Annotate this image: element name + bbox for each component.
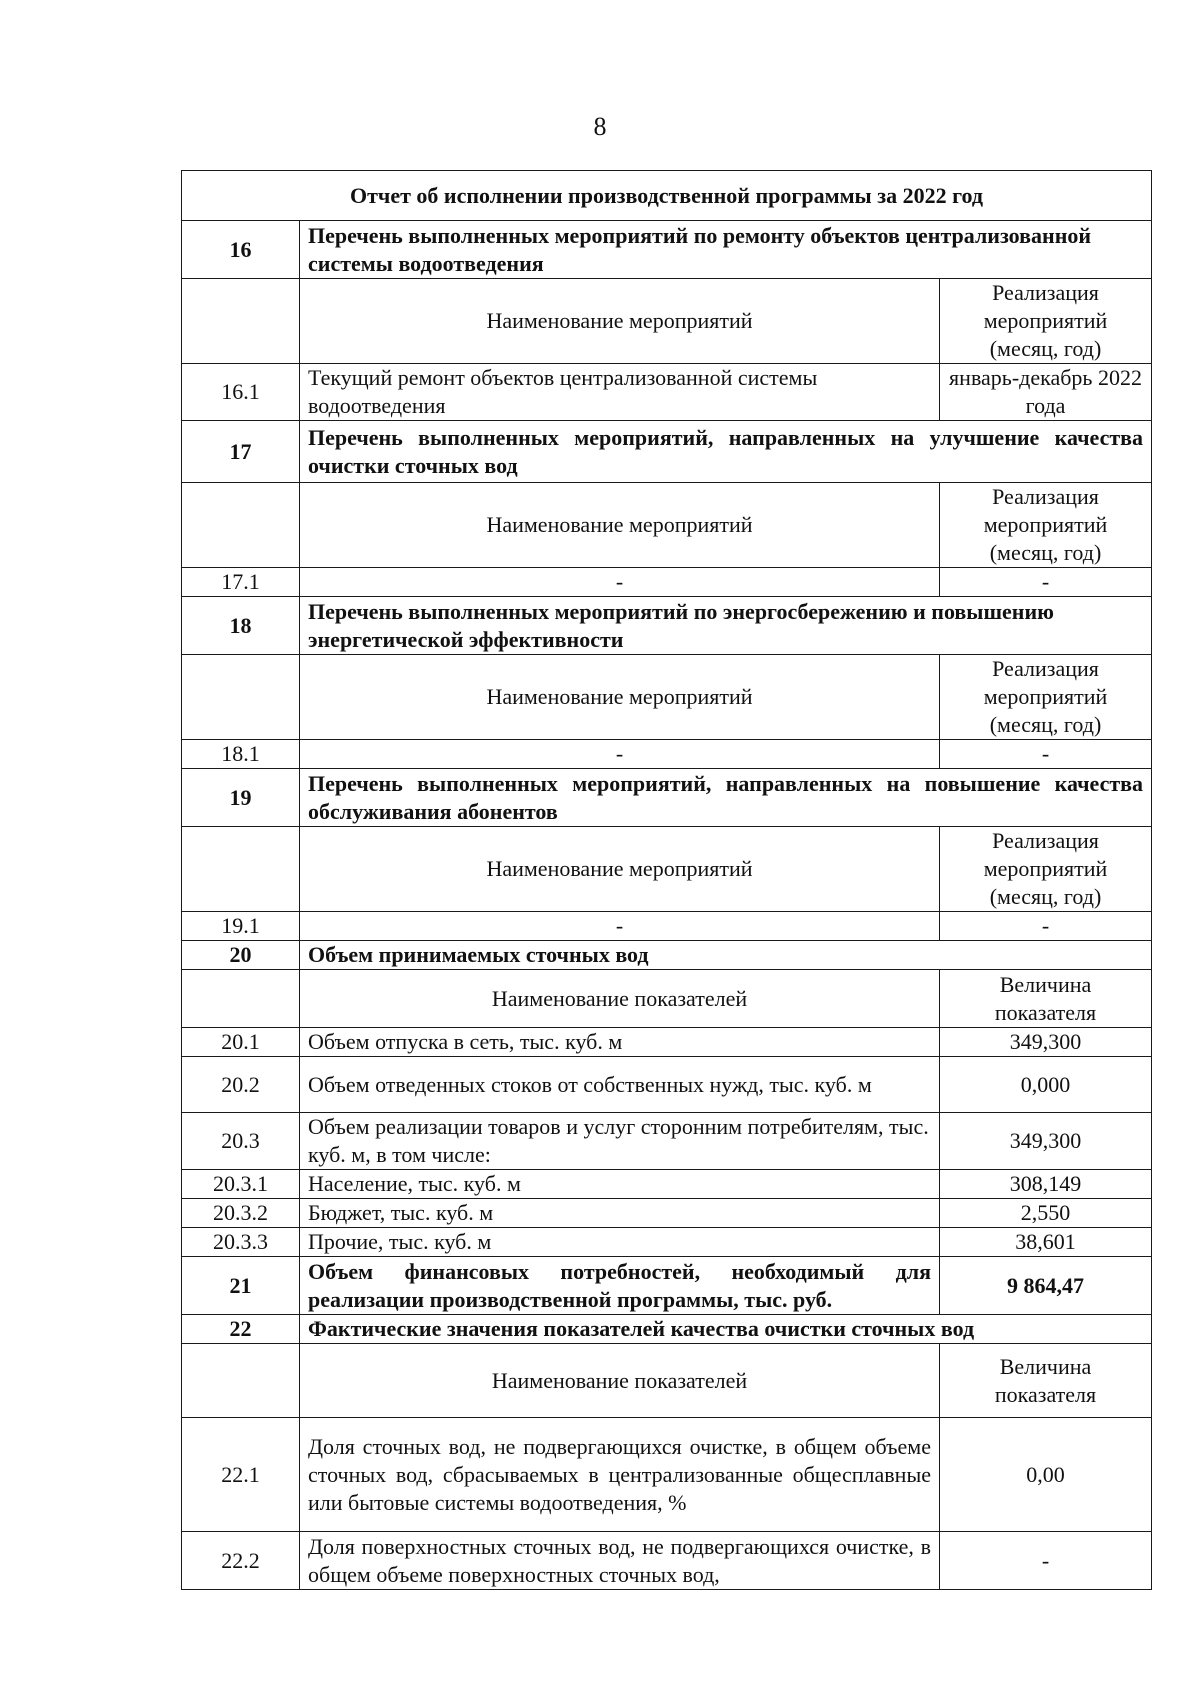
report-table — [181, 170, 1152, 1590]
section-number: 16 — [182, 221, 300, 279]
table-row — [182, 1170, 1152, 1199]
section-title: Перечень выполненных мероприятий, направленных на повышение качества обслуживания абонентов — [300, 769, 1152, 827]
row-number: 20.3.3 — [182, 1228, 300, 1257]
table-row — [182, 1057, 1152, 1113]
table-row — [182, 912, 1152, 941]
report-title: Отчет об исполнении производственной программы за 2022 год — [182, 171, 1152, 221]
section-16-header — [182, 221, 1152, 279]
row-value: 349,300 — [940, 1113, 1152, 1170]
row-text: Объем реализации товаров и услуг сторонним потребителям, тыс. куб. м, в том числе: — [300, 1113, 940, 1170]
row-value: 0,00 — [940, 1418, 1152, 1532]
section-17-header — [182, 421, 1152, 483]
row-number: 20.3.2 — [182, 1199, 300, 1228]
row-value: 0,000 — [940, 1057, 1152, 1113]
implementation-header: Реализация мероприятий (месяц, год) — [940, 655, 1152, 740]
column-header-row — [182, 827, 1152, 912]
row-text: Население, тыс. куб. м — [300, 1170, 940, 1199]
section-number: 17 — [182, 421, 300, 483]
section-title: Перечень выполненных мероприятий, направленных на улучшение качества очистки сточных вод — [300, 421, 1152, 483]
column-header-row — [182, 655, 1152, 740]
activities-header: Наименование мероприятий — [300, 483, 940, 568]
row-value: 9 864,47 — [940, 1257, 1152, 1315]
section-title: Объем принимаемых сточных вод — [300, 941, 1152, 970]
section-number: 21 — [182, 1257, 300, 1315]
column-header-row — [182, 1344, 1152, 1418]
value-header: Величина показателя — [940, 1344, 1152, 1418]
row-number: 20.3 — [182, 1113, 300, 1170]
row-value: 308,149 — [940, 1170, 1152, 1199]
column-header-row — [182, 279, 1152, 364]
table-row — [182, 1028, 1152, 1057]
table-row — [182, 1199, 1152, 1228]
row-value: 38,601 — [940, 1228, 1152, 1257]
indicators-header: Наименование показателей — [300, 970, 940, 1028]
section-18-header — [182, 597, 1152, 655]
row-text: Доля сточных вод, не подвергающихся очистке, в общем объеме сточных вод, сбрасываемых в централизованные общесплавные или бытовые системы водоотведения, % — [300, 1418, 940, 1532]
row-text: - — [300, 912, 940, 941]
row-number: 20.3.1 — [182, 1170, 300, 1199]
value-header: Величина показателя — [940, 970, 1152, 1028]
row-period: - — [940, 912, 1152, 941]
section-number: 19 — [182, 769, 300, 827]
section-title: Объем финансовых потребностей, необходимый для реализации производственной программы, тыс. руб. — [300, 1257, 940, 1315]
row-text: Объем отпуска в сеть, тыс. куб. м — [300, 1028, 940, 1057]
row-value: 2,550 — [940, 1199, 1152, 1228]
section-title: Перечень выполненных мероприятий по энергосбережению и повышению энергетической эффективности — [300, 597, 1152, 655]
activities-header: Наименование мероприятий — [300, 827, 940, 912]
row-number: 17.1 — [182, 568, 300, 597]
section-19-header — [182, 769, 1152, 827]
implementation-header: Реализация мероприятий (месяц, год) — [940, 827, 1152, 912]
row-period: январь-декабрь 2022 года — [940, 364, 1152, 421]
column-header-row — [182, 483, 1152, 568]
row-text: Объем отведенных стоков от собственных нужд, тыс. куб. м — [300, 1057, 940, 1113]
indicators-header: Наименование показателей — [300, 1344, 940, 1418]
section-number: 22 — [182, 1315, 300, 1344]
row-text: Текущий ремонт объектов централизованной системы водоотведения — [300, 364, 940, 421]
section-22-header — [182, 1315, 1152, 1344]
title-row — [182, 171, 1152, 221]
row-text: Доля поверхностных сточных вод, не подвергающихся очистке, в общем объеме поверхностных сточных вод, — [300, 1532, 940, 1590]
row-period: - — [940, 568, 1152, 597]
table-row — [182, 1113, 1152, 1170]
row-period: - — [940, 740, 1152, 769]
row-number: 22.2 — [182, 1532, 300, 1590]
section-title: Фактические значения показателей качества очистки сточных вод — [300, 1315, 1152, 1344]
table-row — [182, 1228, 1152, 1257]
activities-header: Наименование мероприятий — [300, 655, 940, 740]
implementation-header: Реализация мероприятий (месяц, год) — [940, 483, 1152, 568]
page-number: 8 — [593, 112, 607, 141]
row-number: 19.1 — [182, 912, 300, 941]
section-20-header — [182, 941, 1152, 970]
section-21-row — [182, 1257, 1152, 1315]
table-row — [182, 740, 1152, 769]
table-row — [182, 568, 1152, 597]
column-header-row — [182, 970, 1152, 1028]
row-number: 18.1 — [182, 740, 300, 769]
row-number: 20.1 — [182, 1028, 300, 1057]
table-row — [182, 364, 1152, 421]
row-text: Бюджет, тыс. куб. м — [300, 1199, 940, 1228]
section-title: Перечень выполненных мероприятий по ремонту объектов централизованной системы водоотведения — [300, 221, 1152, 279]
row-text: - — [300, 740, 940, 769]
row-number: 22.1 — [182, 1418, 300, 1532]
row-value: - — [940, 1532, 1152, 1590]
row-text: Прочие, тыс. куб. м — [300, 1228, 940, 1257]
table-row — [182, 1418, 1152, 1532]
row-text: - — [300, 568, 940, 597]
section-number: 18 — [182, 597, 300, 655]
row-value: 349,300 — [940, 1028, 1152, 1057]
activities-header: Наименование мероприятий — [300, 279, 940, 364]
row-number: 16.1 — [182, 364, 300, 421]
row-number: 20.2 — [182, 1057, 300, 1113]
table-row — [182, 1532, 1152, 1590]
section-number: 20 — [182, 941, 300, 970]
implementation-header: Реализация мероприятий (месяц, год) — [940, 279, 1152, 364]
